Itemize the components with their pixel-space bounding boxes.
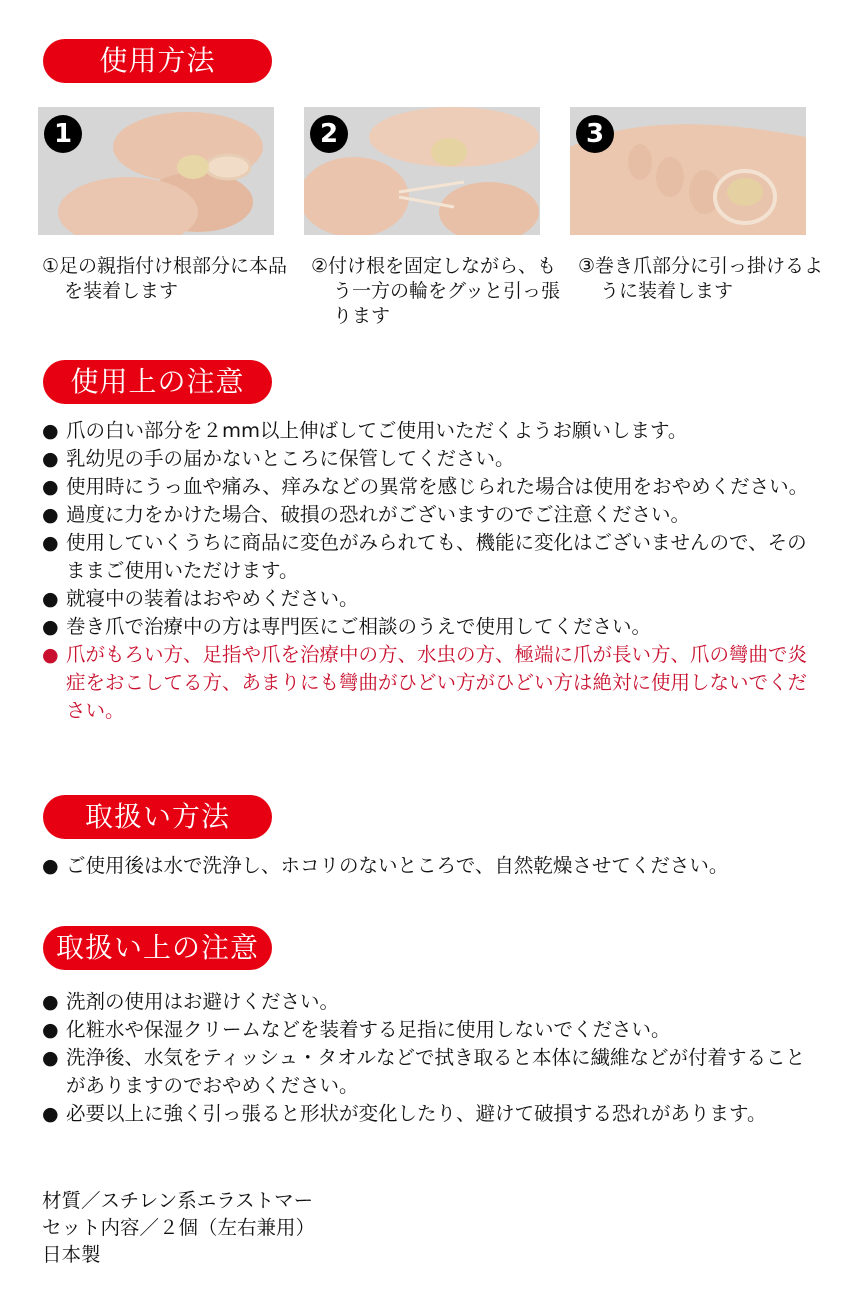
list-item: ● 乳幼児の手の届かないところに保管してください。 (42, 445, 812, 473)
list-item: ● 化粧水や保湿クリームなどを装着する足指に使用しないでください。 (42, 1016, 812, 1044)
handling-list (42, 852, 832, 880)
list-item: ● 爪の白い部分を２mm以上伸ばしてご使用いただくようお願いします。 (42, 417, 812, 445)
usage-heading: 使用方法 (43, 39, 272, 83)
list-item: ● 使用時にうっ血や痛み、痒みなどの異常を感じられた場合は使用をおやめください。 (42, 473, 812, 501)
handling-heading: 取扱い方法 (43, 795, 272, 839)
handling-cautions-list (42, 988, 812, 1128)
list-item: ● 過度に力をかけた場合、破損の恐れがございますのでご注意ください。 (42, 501, 812, 529)
list-item: ● 必要以上に強く引っ張ると形状が変化したり、避けて破損する恐れがあります。 (42, 1100, 812, 1128)
handling-cautions-heading: 取扱い上の注意 (43, 926, 272, 970)
step-3-number: 3 (576, 115, 614, 153)
origin-text: 日本製 (42, 1243, 101, 1266)
step-3-caption: ③巻き爪部分に引っ掛けるように装着します (578, 255, 824, 302)
cautions-use-heading: 使用上の注意 (43, 360, 272, 404)
list-item: ● 洗剤の使用はお避けください。 (42, 988, 812, 1016)
list-item: ● 巻き爪で治療中の方は専門医にご相談のうえで使用してください。 (42, 613, 812, 641)
list-item: ● 使用していくうちに商品に変色がみられても、機能に変化はございませんので、そのままご使用いただけます。 (42, 529, 812, 585)
step-1-caption: ①足の親指付け根部分に本品を装着します (42, 255, 288, 302)
warning-item: ● 爪がもろい方、足指や爪を治療中の方、水虫の方、極端に爪が長い方、爪の彎曲で炎症をおこしてる方、あまりにも彎曲がひどい方がひどい方は絶対に使用しないでください。 (42, 641, 812, 725)
product-spec (42, 1187, 315, 1268)
step-1-number: 1 (44, 115, 82, 153)
list-item: ● ご使用後は水で洗浄し、ホコリのないところで、自然乾燥させてください。 (42, 852, 832, 880)
cautions-use-list (42, 417, 812, 725)
step-2-caption: ②付け根を固定しながら、もう一方の輪をグッと引っ張ります (311, 255, 561, 327)
list-item: ● 就寝中の装着はおやめください。 (42, 585, 812, 613)
step-3-photo (570, 107, 806, 235)
contents-text: セット内容／２個（左右兼用） (42, 1216, 316, 1239)
step-1-photo (38, 107, 274, 235)
list-item: ● 洗浄後、水気をティッシュ・タオルなどで拭き取ると本体に繊維などが付着することがありますのでおやめください。 (42, 1044, 812, 1100)
step-2-number: 2 (310, 115, 348, 153)
material-text: 材質／スチレン系エラストマー (42, 1189, 314, 1212)
step-2-photo (304, 107, 540, 235)
